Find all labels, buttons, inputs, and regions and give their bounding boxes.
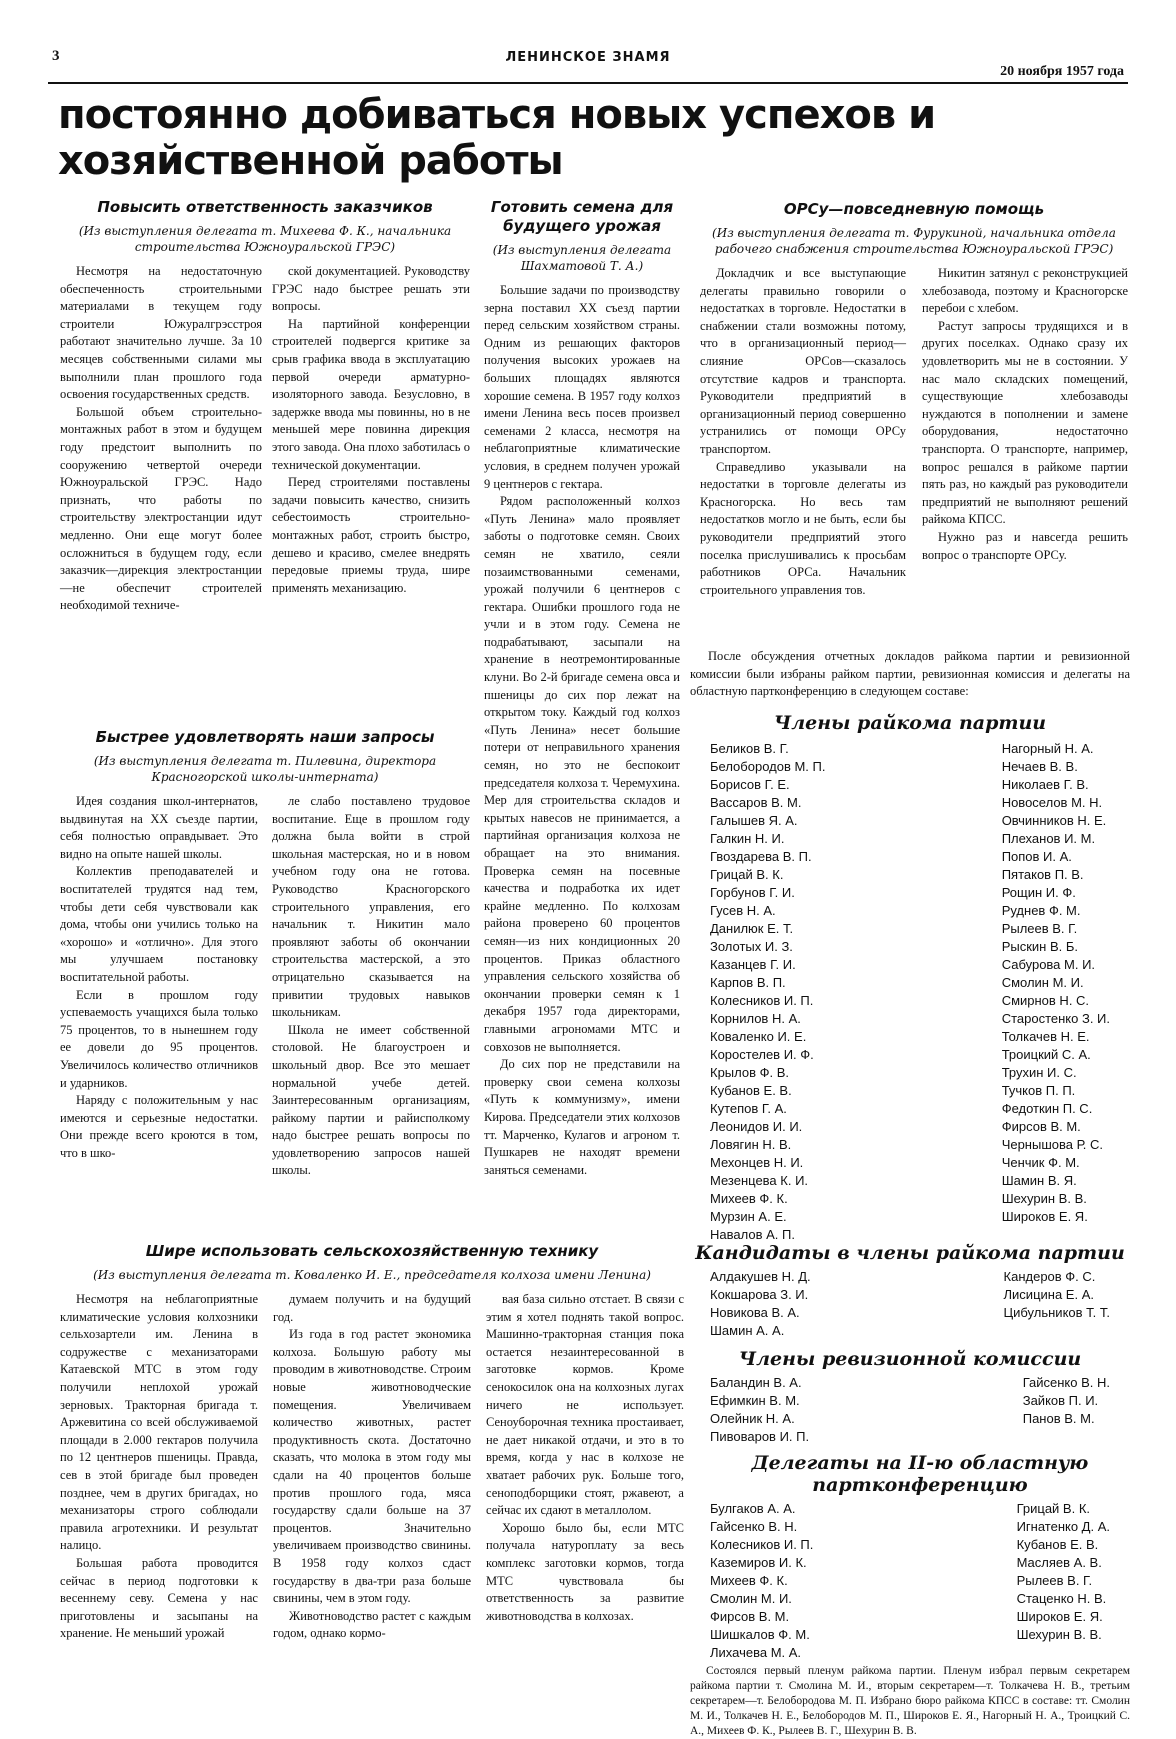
name-entry: Золотых И. З.	[710, 939, 793, 954]
article-title: Шире использовать сельскохозяйственную технику	[145, 1242, 599, 1260]
paragraph: Справедливо указывали на недостатки в торговле делегаты из Красногорска. Но весь там недостатков могло и не быть, если бы руководители предприятий этого поселка прислушивались к просьбам работников ОРСа. Начальник строительного управления тов.	[700, 459, 906, 597]
article-column	[273, 1291, 471, 1643]
name-entry: Ловягин Н. В.	[710, 1137, 792, 1152]
members-list	[710, 740, 1110, 1244]
name-entry: Сабурова М. И.	[1001, 957, 1096, 972]
paragraph: ской документацией. Руководству ГРЭС надо быстрее решать эти вопросы.	[272, 264, 470, 314]
names-column	[710, 1500, 813, 1662]
paragraph: Докладчик и все выступающие делегаты правильно говорили о недостатках в торговле. Недостатки в снабжении стали возможны потому, что в организационный период—слияние ОРСов—сказалось отсутствие кадров и транспорта. Руководители предприятий в организационный период совершенно устранились от помощи ОРСу транспортом.	[700, 266, 906, 456]
name-entry: Карпов В. П.	[710, 975, 786, 990]
article-column	[60, 1291, 258, 1643]
name-entry: Рылеев В. Г.	[1016, 1573, 1093, 1588]
article-title: Готовить семена для будущего урожая	[490, 198, 674, 235]
section-title-delegates: Делегаты на II-ю областную партконференцию	[751, 1452, 1089, 1496]
name-entry: Беликов В. Г.	[710, 741, 789, 756]
name-entry: Толкачев Н. Е.	[1001, 1029, 1090, 1044]
paragraph: Несмотря на неблагоприятные климатические условия колхозники сельхозартели им. Ленина в содружестве с механизаторами Катаевской МТС в этом году получили неплохой урожай зерновых. Тракторная бригада т. Аржевитина со всей обслуживаемой площади в 2.000 гектаров получила по 12 центнеров пшеницы. Правда, сев в этой бригаде был проведен позднее, чем в других бригадах, но механизаторы строго соблюдали правила агротехники. И результат налицо.	[60, 1292, 258, 1553]
article-column	[484, 282, 680, 1179]
delegates-list	[710, 1500, 1110, 1662]
name-entry: Фирсов В. М.	[710, 1609, 790, 1624]
name-entry: Шамин А. А.	[710, 1323, 785, 1338]
name-entry: Новикова В. А.	[710, 1305, 800, 1320]
name-entry: Лисицина Е. А.	[1003, 1287, 1094, 1302]
name-entry: Федоткин П. С.	[1001, 1101, 1093, 1116]
name-entry: Игнатенко Д. А.	[1016, 1519, 1110, 1534]
elections-intro: После обсуждения отчетных докладов райкома партии и ревизионной комиссии были избраны райком партии, ревизионная комиссия и делегаты на областную партконференцию в следующем составе:	[690, 649, 1130, 699]
name-entry: Гайсенко В. Н.	[1022, 1375, 1110, 1390]
paragraph: Большая работа проводится сейчас в период подготовки к весеннему севу. Семена у нас приготовлены и засыпаны на хранение. Не меньший урожай	[60, 1555, 258, 1641]
article-body	[60, 1291, 684, 1643]
article-title: ОРСу—повседневную помощь	[783, 200, 1045, 218]
article-subtitle: (Из выступления делегата т. Михеева Ф. К., начальника строительства Южноуральской ГРЭС)	[78, 224, 452, 254]
article-subtitle: (Из выступления делегата Шахматовой Т. А.)	[492, 243, 672, 273]
name-entry: Кубанов Е. В.	[710, 1083, 792, 1098]
name-entry: Мехонцев Н. И.	[710, 1155, 804, 1170]
paragraph: Большие задачи по производству зерна поставил XX съезд партии перед сельским хозяйством страны. Одним из решающих факторов получения высоких урожаев на больших площадях являются хорошие семена. В 1957 году колхоз имени Ленина весь посев произвел семенами 2 класса, несмотря на неблагоприятные климатические условия, в среднем получен урожай 9 центнеров с гектара.	[484, 283, 680, 491]
names-column	[1004, 1268, 1110, 1340]
name-entry: Галышев Я. А.	[710, 813, 798, 828]
paragraph: До сих пор не представили на проверку свои семена колхозы «Путь к коммунизму», имени Кирова. Председатели этих колхозов тт. Марченко, Кулагов и агроном т. Пушкарев не находят времени заняться семенами.	[484, 1057, 680, 1177]
name-entry: Трухин И. С.	[1001, 1065, 1077, 1080]
name-entry: Смирнов Н. С.	[1001, 993, 1090, 1008]
article-title: Быстрее удовлетворять наши запросы	[95, 728, 435, 746]
section-title-members: Члены райкома партии	[773, 712, 1047, 734]
article-column	[272, 793, 470, 1180]
issue-date: 20 ноября 1957 года	[1000, 64, 1124, 79]
masthead	[48, 48, 1128, 84]
paragraph: Из года в год растет экономика колхоза. Большую работу мы проводим в животноводстве. Строим новые животноводческие помещения. Увеличиваем количество животных, растет продуктивность скота. Достаточно сказать, что молока в этом году мы сдали на 40 процентов больше против прошлого года, мяса государству сдали больше на 37 процентов. Значительно увеличиваем производство свинины. В 1958 году колхоз сдаст государству в два-три раза больше свинины, чем в этом году.	[273, 1327, 471, 1606]
name-entry: Белобородов М. П.	[710, 759, 826, 774]
paragraph: Рядом расположенный колхоз «Путь Ленина» мало проявляет заботы о подготовке семян. Своих семян не хватило, сеяли позаимствованными семенами, урожай получили 6 центнеров с гектара. Ошибки прошлого года не учли и в этом году. Семена не подрабатывают, засыпали на хранение в неотремонтированные клуни. Во 2-й бригаде семена овса и пшеницы до сих пор лежат на открытом току. Каждый год колхоз «Путь Ленина» несет большие потери от неправильного хранения семян, но это не беспокоит председателя колхоза т. Черемухина. Мер для строительства складов и крытых навесов не принимается, а партийная организация колхоза не обращает на это внимания. Проверка семян на посевные качества и подработка их идет крайне медленно. По колхозам района проверено 60 процентов семян—из них кондиционных 20 процентов. Приказ областного управления сельского хозяйства об окончании проверки семян к 1 декабря 1957 года директорами, главными агрономами МТС и совхозов не выполняется.	[484, 494, 680, 1054]
name-entry: Широков Е. Я.	[1016, 1609, 1103, 1624]
name-entry: Казанцев Г. И.	[710, 957, 796, 972]
paragraph: Хорошо было бы, если МТС получала натуроплату за весь комплекс заготовки кормов, тогда МТС чувствовала бы ответственность за развитие животноводства в колхозах.	[486, 1520, 684, 1623]
name-entry: Тучков П. П.	[1001, 1083, 1076, 1098]
name-entry: Гайсенко В. Н.	[710, 1519, 798, 1534]
name-entry: Плеханов И. М.	[1001, 831, 1096, 846]
name-entry: Троицкий С. А.	[1001, 1047, 1091, 1062]
name-entry: Коростелев И. Ф.	[710, 1047, 814, 1062]
name-entry: Михеев Ф. К.	[710, 1573, 788, 1588]
article-body	[700, 265, 1128, 599]
names-column	[710, 740, 825, 1244]
name-entry: Пятаков П. В.	[1001, 867, 1084, 882]
paragraph: Несмотря на недостаточную обеспеченность строительными материалами в текущем году строители Южуралгрэсстроя работают значительно лучше. За 10 месяцев собственными силами мы выполнили план прошлого года освоения государственных средств.	[60, 264, 262, 402]
article-subtitle: (Из выступления делегата т. Фурукиной, начальника отдела рабочего снабжения строительства Южноуральской ГРЭС)	[712, 226, 1116, 256]
name-entry: Николаев Г. В.	[1001, 777, 1089, 792]
name-entry: Горбунов Г. И.	[710, 885, 795, 900]
name-entry: Галкин Н. И.	[710, 831, 785, 846]
name-entry: Смолин М. И.	[710, 1591, 792, 1606]
page-number: 3	[52, 48, 60, 64]
name-entry: Нагорный Н. А.	[1001, 741, 1094, 756]
name-entry: Каземиров И. К.	[710, 1555, 807, 1570]
article-seeds	[484, 198, 680, 1179]
name-entry: Лихачева М. А.	[710, 1645, 802, 1660]
plenum-paragraph: Состоялся первый пленум райкома партии. Пленум избрал первым секретарем райкома партии т. Смолина М. И., вторым секретарем—т. Толкачева Н. В., третьим секретарем—т. Белобородова М. П. Избрано бюро райкома КПСС в составе: тт. Смолин М. И., Толкачев Н. Е., Белобородов М. П., Широков Е. Я., Нагорный Н. А., Троицкий С. А., Михеев Ф. К., Рылеев В. Г., Шехурин В. В.	[690, 1665, 1130, 1737]
article-column	[922, 265, 1128, 599]
paragraph: На партийной конференции строителей подвергся критике за срыв графика ввода в эксплуатацию первой очереди арматурно-изоляторного завода. Безусловно, в задержке ввода мы повинны, но в не меньшей мере повинна дирекция этого завода. Она плохо заботилась о технической документации.	[272, 316, 470, 472]
name-entry: Алдакушев Н. Д.	[710, 1269, 811, 1284]
article-column	[60, 793, 258, 1180]
name-entry: Панов В. М.	[1022, 1411, 1095, 1426]
name-entry: Масляев А. В.	[1016, 1555, 1102, 1570]
name-entry: Попов И. А.	[1001, 849, 1072, 864]
name-entry: Крылов Ф. В.	[710, 1065, 790, 1080]
paragraph: Растут запросы трудящихся и в других поселках. Однако сразу их удовлетворить мы не в состоянии. У нас мало складских помещений, существующие хлебозаводы нуждаются в пополнении и замене оборудования, недостаточно транспорта. О транспорте, например, вопрос решался в райкоме партии пять раз, но каждый раз руководители предприятий не выполняют решений райкома КПСС.	[922, 318, 1128, 527]
name-entry: Гусев Н. А.	[710, 903, 776, 918]
name-entry: Ефимкин В. М.	[710, 1393, 800, 1408]
name-entry: Олейник Н. А.	[710, 1411, 795, 1426]
article-column	[60, 263, 262, 615]
article-column	[272, 263, 470, 615]
name-entry: Старостенко З. И.	[1001, 1011, 1110, 1026]
name-entry: Рыскин В. Б.	[1001, 939, 1078, 954]
article-orsu	[700, 200, 1128, 599]
paragraph: вая база сильно отстает. В связи с этим я хотел поднять такой вопрос. Машинно-тракторная станция пока остается незаинтересованной в заготовке кормов. Кроме сенокосилок она на колхозных лугах ничего не использует. Сеноуборочная техника простаивает, не дает никакой отдачи, и это в то время, когда у нас в колхозе не хватает рабочих рук. Больше того, сеноподборщики стоят, ржавеют, а сейчас их сдают в металлолом.	[486, 1292, 684, 1518]
article-body	[60, 263, 470, 615]
name-entry: Коваленко И. Е.	[710, 1029, 807, 1044]
name-entry: Мурзин А. Е.	[710, 1209, 787, 1224]
name-entry: Новоселов М. Н.	[1001, 795, 1103, 810]
name-entry: Колесников И. П.	[710, 1537, 814, 1552]
names-column	[1002, 740, 1110, 1244]
name-entry: Фирсов В. М.	[1001, 1119, 1081, 1134]
name-entry: Рылеев В. Г.	[1001, 921, 1078, 936]
paragraph: Животноводство растет с каждым годом, однако кормо-	[273, 1608, 471, 1641]
article-title: Повысить ответственность заказчиков	[97, 198, 433, 216]
paragraph: думаем получить и на будущий год.	[273, 1292, 471, 1324]
name-entry: Пивоваров И. П.	[710, 1429, 810, 1444]
names-column	[1023, 1374, 1110, 1446]
name-entry: Кутепов Г. А.	[710, 1101, 787, 1116]
name-entry: Чернышова Р. С.	[1001, 1137, 1104, 1152]
name-entry: Михеев Ф. К.	[710, 1191, 788, 1206]
name-entry: Баландин В. А.	[710, 1375, 802, 1390]
name-entry: Шехурин В. В.	[1016, 1627, 1102, 1642]
name-entry: Ченчик Ф. М.	[1001, 1155, 1080, 1170]
paragraph: Никитин затянул с реконструкцией хлебозавода, поэтому и Красногорске перебои с хлебом.	[922, 266, 1128, 316]
article-machinery	[60, 1242, 684, 1643]
name-entry: Данилюк Е. Т.	[710, 921, 794, 936]
name-entry: Мезенцева К. И.	[710, 1173, 809, 1188]
name-entry: Вассаров В. М.	[710, 795, 802, 810]
paragraph: Наряду с положительным у нас имеются и серьезные недостатки. Они прежде всего кроются в том, что в шко-	[60, 1093, 258, 1160]
paragraph: Если в прошлом году успеваемость учащихся была только 75 процентов, то в нынешнем году ее довели до 95 процентов. Увеличилось количество отличников и ударников.	[60, 987, 258, 1090]
paragraph: Большой объем строительно-монтажных работ в этом и будущем году предстоит выполнить по сооружению четвертой очереди Южноуральской ГРЭС. Надо признать, что работы по строительству электростанции идут медленно. Они еще могут более осложниться в будущем году, если заказчик—дирекция электростанции—не обеспечит строителей необходимой техниче-	[60, 404, 262, 613]
page-headline: постоянно добиваться новых успехов и хозяйственной работы	[58, 92, 936, 184]
name-entry: Булгаков А. А.	[710, 1501, 796, 1516]
name-entry: Смолин М. И.	[1001, 975, 1084, 990]
name-entry: Овчинников Н. Е.	[1001, 813, 1107, 828]
paragraph: ле слабо поставлено трудовое воспитание. Еще в прошлом году должна была войти в строй школьная мастерская, но и в новом учебном году она не готова. Руководство Красногорского строительного управления, его начальник т. Никитин мало проявляют заботы об окончании строительства мастерской, а это отрицательно сказывается на привитии трудовых навыков школьникам.	[272, 794, 470, 1020]
article-school	[60, 728, 470, 1180]
article-column	[700, 265, 906, 599]
name-entry: Стаценко Н. В.	[1016, 1591, 1107, 1606]
name-entry: Кокшарова З. И.	[710, 1287, 809, 1302]
name-entry: Рощин И. Ф.	[1001, 885, 1076, 900]
article-customers	[60, 198, 470, 615]
section-title-audit: Члены ревизионной комиссии	[738, 1348, 1082, 1370]
article-subtitle: (Из выступления делегата т. Коваленко И. Е., председателя колхоза имени Ленина)	[93, 1268, 651, 1282]
name-entry: Колесников И. П.	[710, 993, 814, 1008]
names-column	[710, 1268, 811, 1340]
name-entry: Цибульников Т. Т.	[1003, 1305, 1110, 1320]
audit-list	[710, 1374, 1110, 1446]
newspaper-name: ЛЕНИНСКОЕ ЗНАМЯ	[505, 50, 671, 65]
name-entry: Шишкалов Ф. М.	[710, 1627, 810, 1642]
article-body	[60, 793, 470, 1180]
name-entry: Широков Е. Я.	[1001, 1209, 1088, 1224]
names-column	[710, 1374, 809, 1446]
paragraph: Коллектив преподавателей и воспитателей трудятся над тем, чтобы дети себя чувствовали как дома, чтобы они учились только на «хорошо» и «отлично». Для этого мы улучшаем постановку воспитательной работы.	[60, 864, 258, 984]
article-subtitle: (Из выступления делегата т. Пилевина, директора Красногорской школы-интерната)	[93, 754, 437, 784]
paragraph: Нужно раз и навсегда решить вопрос о транспорте ОРСу.	[922, 529, 1128, 562]
name-entry: Кубанов Е. В.	[1016, 1537, 1099, 1552]
name-entry: Грицай В. К.	[1016, 1501, 1091, 1516]
name-entry: Борисов Г. Е.	[710, 777, 790, 792]
article-column	[486, 1291, 684, 1643]
name-entry: Нечаев В. В.	[1001, 759, 1078, 774]
name-entry: Шамин В. Я.	[1001, 1173, 1077, 1188]
names-column	[1017, 1500, 1110, 1662]
name-entry: Гвоздарева В. П.	[710, 849, 812, 864]
candidates-list	[710, 1268, 1110, 1340]
name-entry: Леонидов И. И.	[710, 1119, 803, 1134]
paragraph: Идея создания школ-интернатов, выдвинутая на XX съезде партии, себя полностью оправдывает. Это видно на опыте нашей школы.	[60, 794, 258, 861]
section-title-candidates: Кандидаты в члены райкома партии	[695, 1242, 1125, 1264]
name-entry: Грицай В. К.	[710, 867, 784, 882]
name-entry: Навалов А. П.	[710, 1227, 795, 1242]
paragraph: Перед строителями поставлены задачи повысить качество, снизить себестоимость строительно-монтажных работ, строить быстро, дешево и красиво, смелее внедрять передовые приемы труда, шире применять механизацию.	[272, 475, 470, 595]
name-entry: Зайков П. И.	[1022, 1393, 1099, 1408]
paragraph: Школа не имеет собственной столовой. Не благоустроен и школьный двор. Все это мешает нормальной учебе детей. Заинтересованным организациям, райкому партии и райисполкому надо быстрее решать вопросы по удовлетворению запросов нашей школы.	[272, 1022, 470, 1178]
name-entry: Корнилов Н. А.	[710, 1011, 801, 1026]
name-entry: Шехурин В. В.	[1001, 1191, 1087, 1206]
name-entry: Руднев Ф. М.	[1001, 903, 1081, 918]
name-entry: Кандеров Ф. С.	[1003, 1269, 1096, 1284]
